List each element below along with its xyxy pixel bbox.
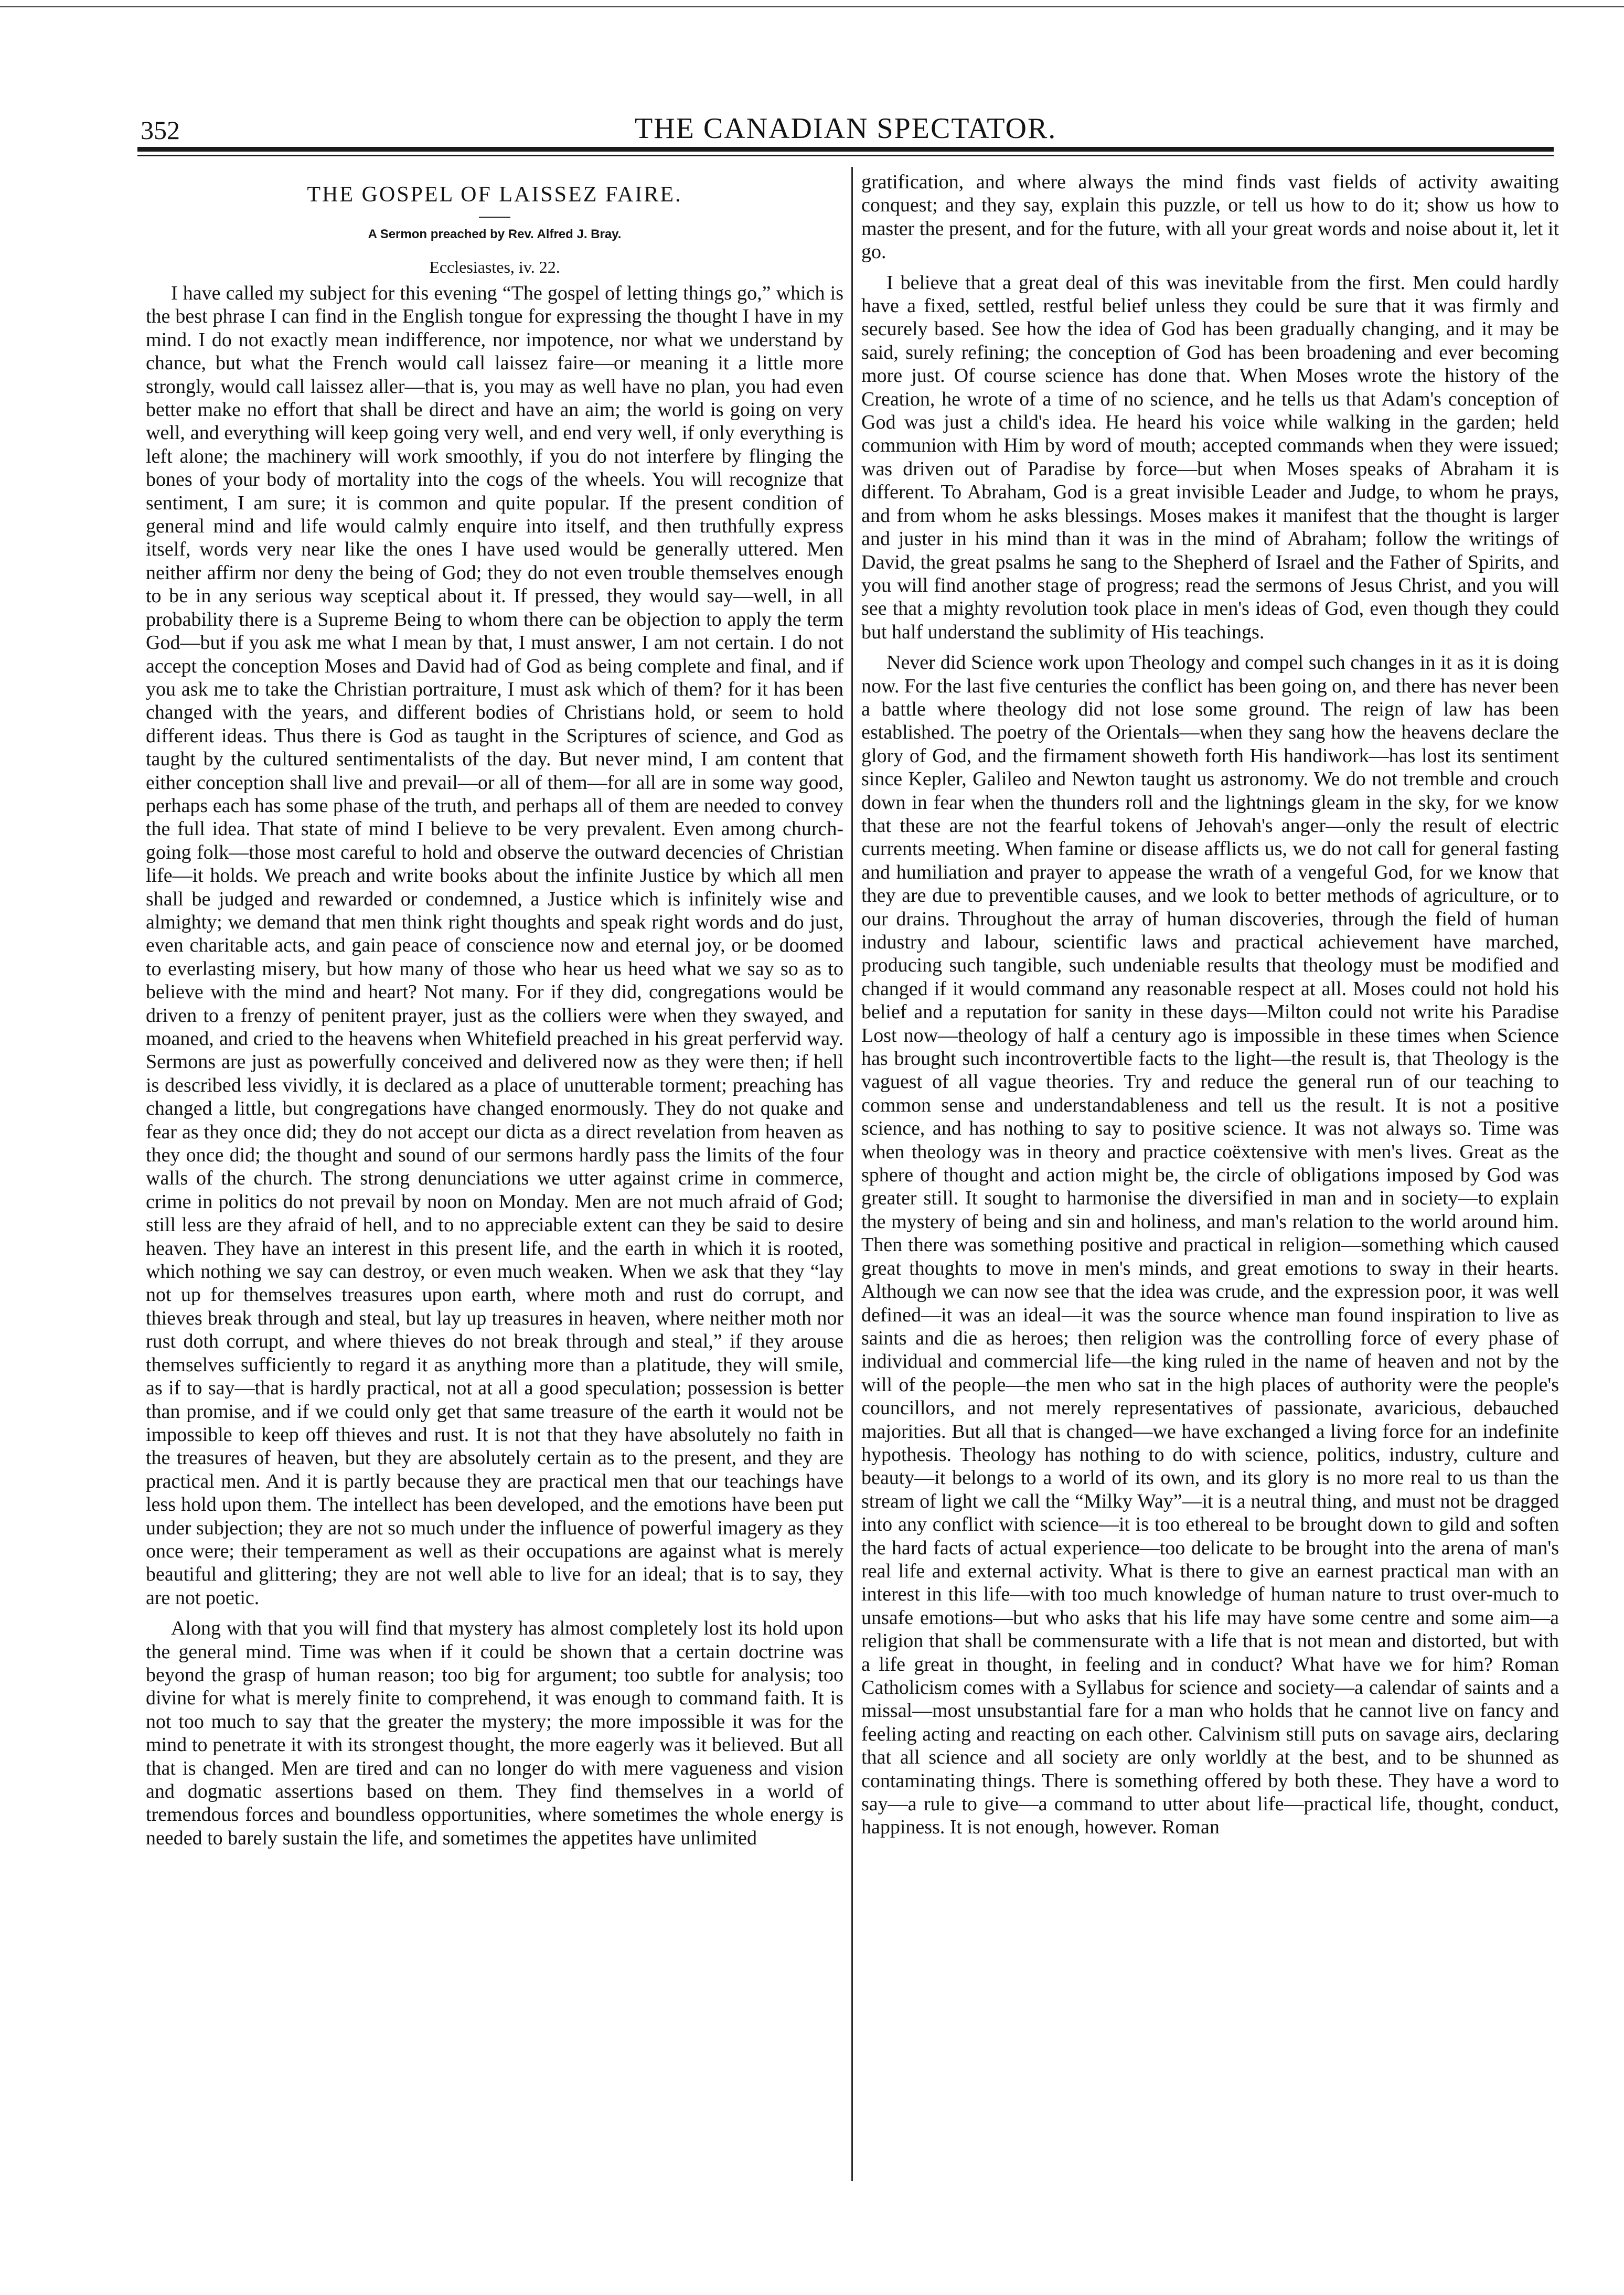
paragraph: gratification, and where always the mind finds vast fields of activity awaiting conquest; and they say, explain this puzzle, or tell us how to do it; show us how to master the present, and for the future, with all your great words and noise about it, let it go. [861,171,1559,263]
paragraph: Never did Science work upon Theology and compel such changes in it as it is doing now. For the last five centuries the conflict has been going on, and there has never been a battle where theology did not lose some ground. The reign of law has been established. The poetry of the Orientals—when they sang how the heavens declare the glory of God, and the firmament showeth forth His handiwork—has lost its sentiment since Kepler, Galileo and Newton taught us astronomy. We do not tremble and crouch down in fear when the thunders roll and the lightnings gleam in the sky, for we know that these are not the fearful tokens of Jehovah's anger—only the result of electric currents meeting. When famine or disease afflicts us, we do not call for general fasting and humiliation and prayer to appease the wrath of a vengeful God, for we know that they are due to preventible causes, and we look to better methods of agriculture, or to our drains. Throughout the array of human discoveries, through the field of human industry and labour, scientific laws and practical achievement have marched, producing such tangible, such undeniable results that theology must be modified and changed if it would command any reasonable respect at all. Moses could not hold his belief and a reputation for sanity in these days—Milton could not write his Paradise Lost now—theology of half a century ago is impossible in these times when Science has brought such incontrovertible facts to the light—the result is, that Theology is the vaguest of all vague theories. Try and reduce the general run of our teaching to common sense and understandableness and tell us the result. It is not a positive science, and has nothing to say to positive science. It was not always so. Time was when theology was in theory and practice coëxtensive with men's lives. Great as the sphere of thought and action might be, the circle of obligations imposed by God was greater still. It sought to harmonise the diversified in man and in society—to explain the mystery of being and sin and holiness, and man's relation to the world around him. Then there was something positive and practical in religion—something which caused great thoughts to move in men's minds, and great emotions to sway in their hearts. Although we can now see that the idea was crude, and the expression poor, it was well defined—it was an ideal—it was the source whence man found inspiration to live as saints and die as heroes; then religion was the controlling force of every phase of individual and commercial life—the king ruled in the name of heaven and not by the will of the people—the men who sat in the high places of authority were the people's councillors, and not merely representatives of passionate, avaricious, debauched majorities. But all that is changed—we have exchanged a living force for an indefinite hypothesis. Theology has nothing to do with science, politics, industry, culture and beauty—it belongs to a world of its own, and its glory is no more real to us than the stream of light we call the “Milky Way”—it is a neutral thing, and must not be dragged into any conflict with science—it is too ethereal to be brought down to gild and soften the hard facts of actual experience—too delicate to be brought into the arena of man's real life and external activity. What is there to give an earnest practical man with an interest in this life—with too much knowledge of human nature to trust over-much to unsafe emotions—but who asks that his life may have some centre and some aim—a religion that shall be commensurate with a life that is not mean and distorted, but with a life great in thought, in feeling and in conduct? What have we for him? Roman Catholicism comes with a Syllabus for science and society—a calendar of saints and a missal—most unsubstantial fare for a man who holds that he cannot live on fancy and feeling acting and reacting on each other. Calvinism still puts on savage airs, declaring that all science and all society are only worldly at the best, and to be shunned as contaminating things. There is something offered by both these. They have a word to say—a rule to give—a command to utter about life—practical life, thought, conduct, happiness. It is not enough, however. Roman [861,652,1559,1839]
left-column [146,170,843,2190]
right-column [861,170,1559,2190]
masthead-rule-thin [137,155,1554,156]
masthead-rule [137,147,1554,152]
paragraph: I believe that a great deal of this was inevitable from the first. Men could hardly have a fixed, settled, restful belief unless they could be sure that it was firmly and securely based. See how the idea of God has been gradually changing, and it may be said, surely refining; the conception of God has been broadening and ever becoming more just. Of course science has done that. When Moses wrote the history of the Creation, he wrote of a time of no science, and he tells us that Adam's conception of God was just a child's idea. He heard his voice while walking in the garden; held communion with Him by word of mouth; accepted commands when they were issued; was driven out of Paradise by force—but when Moses speaks of Abraham it is different. To Abraham, God is a great invisible Leader and Judge, to whom he prays, and from whom he asks blessings. Moses makes it manifest that the thought is larger and juster in his mind than it was in the mind of Abraham; follow the writings of David, the great psalms he sang to the Shepherd of Israel and the Father of Spirits, and you will find another stage of progress; read the sermons of Jesus Christ, and you will see that a mighty revolution took place in men's ideas of God, even though they could but half understand the sublimity of His teachings. [861,271,1559,643]
masthead-title: THE CANADIAN SPECTATOR. [635,112,1057,145]
paragraph: I have called my subject for this evening “The gospel of letting things go,” which is the best phrase I can find in the English tongue for expressing the thought I have in my mind. I do not exactly mean indifference, nor impotence, nor what we understand by chance, but what the French would call laissez faire—or meaning it a little more strongly, would call laissez aller—that is, you may as well have no plan, you had even better make no effort that shall be direct and have an aim; the world is going on very well, and everything will keep going very well, and end very well, if only everything is left alone; the machinery will work smoothly, if you do not interfere by flinging the bones of your body of mortality into the cogs of the wheels. You will recognize that sentiment, I am sure; it is common and quite popular. If the present condition of general mind and life would calmly enquire into itself, and then truthfully express itself, words very near like the ones I have used would be generally uttered. Men neither affirm nor deny the being of God; they do not even trouble themselves enough to be in any serious way sceptical about it. If pressed, they would say—well, in all probability there is a Supreme Being to whom there can be objection to apply the term God—but if you ask me what I mean by that, I must answer, I am not certain. I do not accept the conception Moses and David had of God as being complete and final, and if you ask me to take the Christian portraiture, I must ask which of them? for it has been changed with the years, and different bodies of Christians hold, or seem to hold different ideas. Thus there is God as taught in the Scriptures of science, and God as taught by the cultured sentimentalists of the day. But never mind, I am content that either conception shall live and prevail—or all of them—for all are in some way good, perhaps each has some phase of the truth, and perhaps all of them are needed to convey the full idea. That state of mind I believe to be very prevalent. Even among church-going folk—those most careful to hold and observe the outward decencies of Christian life—it holds. We preach and write books about the infinite Justice by which all men shall be judged and rewarded or condemned, a Justice which is infinitely wise and almighty; we demand that men think right thoughts and speak right words and do just, even charitable acts, and gain peace of conscience now and eternal joy, or be doomed to everlasting misery, but how many of those who hear us heed what we say so as to believe with the mind and heart? Not many. For if they did, congregations would be driven to a frenzy of penitent prayer, just as the colliers were when they swayed, and moaned, and cried to the heavens when Whitefield preached in his great perfervid way. Sermons are just as powerfully conceived and delivered now as they were then; if hell is described less vividly, it is declared as a place of unutterable torment; preaching has changed a little, but congregations have changed enormously. They do not quake and fear as they once did; they do not accept our dicta as a direct revelation from heaven as they once did; the thought and sound of our sermons hardly pass the limits of the four walls of the church. The strong denunciations we utter against crime in commerce, crime in politics do not prevail by noon on Monday. Men are not much afraid of God; still less are they afraid of hell, and to no appreciable extent can they be said to desire heaven. They have an interest in this present life, and the earth in which it is rooted, which nothing we say can destroy, or even much weaken. When we ask that they “lay not up for themselves treasures upon earth, where moth and rust do corrupt, and thieves break through and steal, but lay up treasures in heaven, where neither moth nor rust doth corrupt, and where thieves do not break through and steal,” if they arouse themselves sufficiently to regard it as anything more than a platitude, they will smile, as if to say—that is hardly practical, not at all a good speculation; possession is better than promise, and if we could only get that same treasure of the earth it would not be impossible to keep off thieves and rust. It is not that they have absolutely no faith in the treasures of heaven, but they are absolutely certain as to the present, and they are practical men. And it is partly because they are practical men that our teachings have less hold upon them. The intellect has been developed, and the emotions have been put under subjection; they are not so much under the influence of powerful imagery as they once were; their temperament as well as their occupations are against what is merely beautiful and glittering; they are not well able to live for an ideal; that is to say, they are not poetic. [146,282,843,1609]
page-number: 352 [141,115,180,145]
article-title: THE GOSPEL OF LAISSEZ FAIRE. [307,183,682,207]
scripture-reference: Ecclesiastes, iv. 22. [429,258,560,276]
column-divider [851,167,853,2181]
top-border-rule [0,0,1624,7]
article-byline: A Sermon preached by Rev. Alfred J. Bray. [368,227,622,241]
paragraph: Along with that you will find that mystery has almost completely lost its hold upon the general mind. Time was when if it could be shown that a certain doctrine was beyond the grasp of human reason; too big for argument; too subtle for analysis; too divine for what is merely finite to comprehend, it was enough to command faith. It is not too much to say that the greater the mystery; the more impossible it was for the mind to penetrate it with its strongest thought, the more eagerly was it believed. But all that is changed. Men are tired and can no longer do with mere vagueness and vision and dogmatic assertions based on them. They find themselves in a world of tremendous forces and boundless opportunities, where sometimes the whole energy is needed to barely sustain the life, and sometimes the appetites have unlimited [146,1617,843,1849]
title-divider [479,217,510,218]
